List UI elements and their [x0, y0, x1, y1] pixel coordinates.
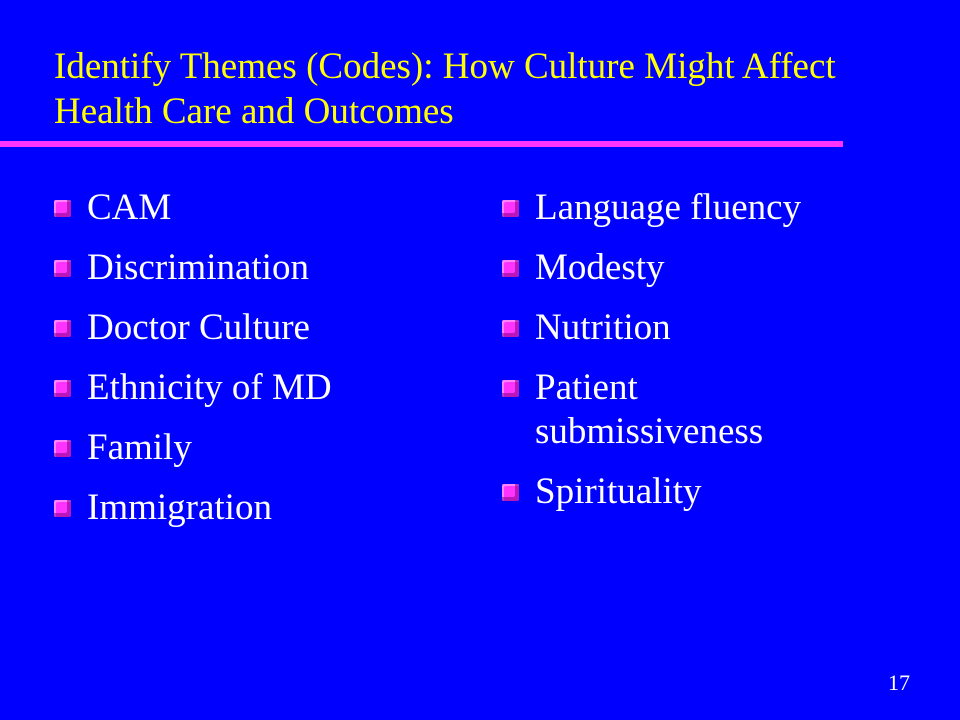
- square-bullet-icon: [502, 484, 519, 501]
- list-item: [54, 366, 454, 410]
- list-item: [502, 366, 855, 454]
- square-bullet-icon: [54, 200, 71, 217]
- page-number: 17: [888, 670, 910, 695]
- square-bullet-icon: [54, 440, 71, 457]
- square-bullet-icon: [502, 320, 519, 337]
- list-item-label: Ethnicity of MD: [87, 367, 332, 408]
- title-divider: [0, 141, 843, 147]
- list-item-label: Language fluency: [535, 187, 802, 228]
- square-bullet-icon: [502, 260, 519, 277]
- square-bullet-icon: [502, 200, 519, 217]
- square-bullet-icon: [54, 320, 71, 337]
- square-bullet-icon: [502, 380, 519, 397]
- list-item-label: Discrimination: [87, 247, 309, 288]
- square-bullet-icon: [54, 500, 71, 517]
- list-item-label: Patient submissiveness: [535, 367, 764, 452]
- list-item: [54, 426, 454, 470]
- list-item-label: CAM: [87, 187, 172, 228]
- list-item-label: Family: [87, 427, 192, 468]
- list-item: [502, 186, 922, 230]
- right-bullet-list: [502, 186, 922, 530]
- list-item: [54, 486, 454, 530]
- square-bullet-icon: [54, 380, 71, 397]
- list-item: [54, 306, 454, 350]
- list-item: [54, 186, 454, 230]
- list-item: [502, 246, 922, 290]
- list-item: [54, 246, 454, 290]
- list-item-label: Doctor Culture: [87, 307, 310, 348]
- list-item-label: Immigration: [87, 487, 272, 528]
- list-item: [502, 470, 922, 514]
- list-item-label: Modesty: [535, 247, 665, 288]
- list-item-label: Nutrition: [535, 307, 671, 348]
- list-item: [502, 306, 922, 350]
- square-bullet-icon: [54, 260, 71, 277]
- slide-title: Identify Themes (Codes): How Culture Might Affect Health Care and Outcomes: [54, 46, 836, 132]
- list-item-label: Spirituality: [535, 471, 702, 512]
- left-bullet-list: [54, 186, 454, 546]
